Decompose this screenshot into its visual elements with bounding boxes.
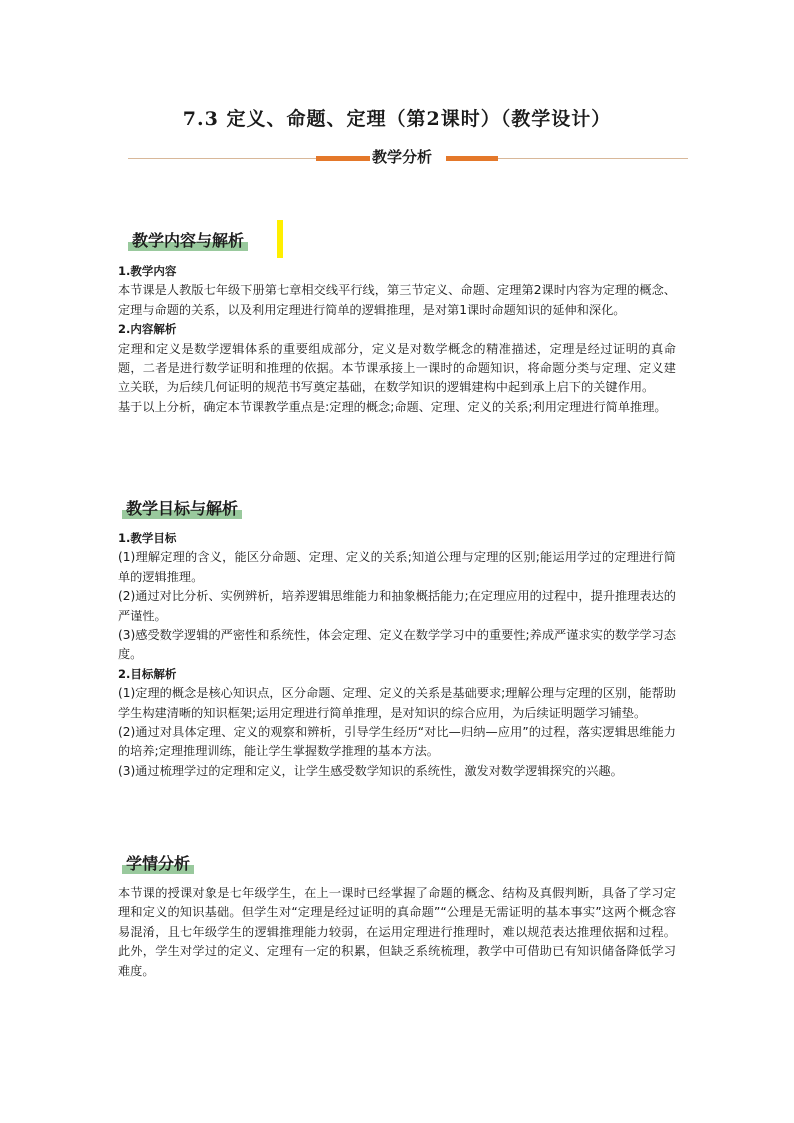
paragraph: (3)感受数学逻辑的严密性和系统性，体会定理、定义在数学学习中的重要性;养成严谨求实的数学学习态度。 [118,628,676,662]
subheading: 1.教学目标 [118,531,177,545]
paragraph: (1)定理的概念是核心知识点，区分命题、定理、定义的关系是基础要求;理解公理与定理的区别，能帮助学生构建清晰的知识框架;运用定理进行简单推理，是对知识的综合应用，为后续证明题学习铺垫。 [118,686,676,720]
analysis-banner [128,146,688,170]
section-heading-text: 教学内容与解析 [132,231,245,250]
paragraph: (2)通过对具体定理、定义的观察和辨析，引导学生经历“对比—归纳—应用”的过程，落实逻辑思维能力的培养;定理推理训练，能让学生掌握数学推理的基本方法。 [118,725,676,759]
paragraph: (2)通过对比分析、实例辨析，培养逻辑思维能力和抽象概括能力;在定理应用的过程中，提升推理表达的严谨性。 [118,589,676,623]
paragraph: 本节课是人教版七年级下册第七章相交线平行线，第三节定义、命题、定理第2课时内容为定理的概念、定理与命题的关系，以及利用定理进行简单的逻辑推理，是对第1课时命题知识的延伸和深化。 [118,283,676,317]
yellow-marker [277,220,283,258]
banner-bar-right [446,156,498,161]
paragraph: 定理和定义是数学逻辑体系的重要组成部分，定义是对数学概念的精准描述，定理是经过证明的真命题，二者是进行数学证明和推理的依据。本节课承接上一课时的命题知识，将命题分类与定理、定义建立关联，为后续几何证明的规范书写奠定基础，在数学知识的逻辑建构中起到承上启下的关键作用。 [118,341,676,395]
paragraph: 本节课的授课对象是七年级学生，在上一课时已经掌握了命题的概念、结构及真假判断，具备了学习定理和定义的知识基础。但学生对“定理是经过证明的真命题”“公理是无需证明的基本事实”这两个概念容易混淆，且七年级学生的逻辑推理能力较弱，在运用定理进行推理时，难以规范表达推理依据和过程。此外，学生对学过的定义、定理有一定的积累，但缺乏系统梳理，教学中可借助已有知识储备降低学习难度。 [118,886,676,978]
banner-rule-left [128,158,316,159]
paragraph: (1)理解定理的含义，能区分命题、定理、定义的关系;知道公理与定理的区别;能运用学过的定理进行简单的逻辑推理。 [118,550,676,584]
section-heading-students [122,851,194,874]
goals-block [118,529,676,781]
paragraph: (3)通过梳理学过的定理和定义，让学生感受数学知识的系统性，激发对数学逻辑探究的兴趣。 [118,763,623,778]
paragraph: 基于以上分析，确定本节课教学重点是:定理的概念;命题、定理、定义的关系;利用定理进行简单推理。 [118,399,667,414]
section-heading-text: 学情分析 [126,854,191,873]
section-heading-goals [122,496,242,519]
content-block [118,262,676,417]
banner-label: 教学分析 [372,148,433,166]
students-block [118,884,676,981]
banner-bar-left [316,156,370,161]
subheading: 2.内容解析 [118,322,177,337]
subheading: 1.教学内容 [118,264,177,278]
section-heading-content [128,228,248,251]
page-title: 7.3 定义、命题、定理（第2课时）（教学设计） [182,108,612,130]
section-heading-text: 教学目标与解析 [126,499,239,518]
subheading: 2.目标解析 [118,666,177,681]
banner-rule-right [498,158,688,159]
